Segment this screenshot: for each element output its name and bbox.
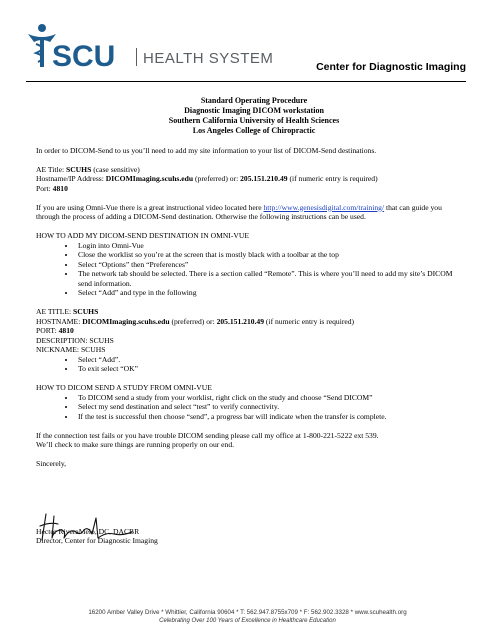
howto-send-list (36, 393, 466, 422)
add-steps-list (36, 355, 466, 374)
training-video-link[interactable]: http://www.genesisdigital.com/training/ (263, 202, 385, 212)
header-rule (26, 81, 466, 82)
video-paragraph: If you are using Omni-Vue there is a great instructional video located here http://www.genesisdigital.com/training/ that can guide you through the process of adding a DICOM-Send destination. Otherwise the following instructions can be used. (36, 202, 442, 221)
ae-settings-block: AE TITLE: SCUHS HOSTNAME: DICOMImaging.scuhs.edu (preferred) or: 205.151.210.49 (if numeric entry is required) PORT: 4810 DESCRIPTION: SCUHS NICKNAME: SCUHS • Select “Add”. • To exit select “OK” (36, 307, 466, 374)
list-item: • To DICOM send a study from your worklist, right click on the study and choose “Send DICOM” (76, 393, 466, 403)
handwritten-signature (36, 510, 136, 546)
closing-line: We’ll check to make sure things are running properly on our end. (36, 440, 235, 449)
intro-paragraph: In order to DICOM-Send to us you’ll need to add my site information to your list of DICOM-Send destinations. (36, 145, 377, 155)
closing-line: If the connection test fails or you have trouble DICOM sending please call my office at 1-800-221-5222 ext 539. (36, 430, 379, 440)
list-item: • Select my send destination and select “test” to verify connectivity. (76, 402, 466, 412)
brand-name: HEALTH SYSTEM (136, 48, 273, 67)
document-body (36, 96, 466, 546)
list-item: • Select “Add”. (76, 355, 466, 365)
ip-value: 205.151.210.49 (240, 174, 288, 183)
title-line: Southern California University of Health Sciences (168, 116, 340, 125)
signer-name: Hector RiveraMelo, DC, DACBR (36, 526, 140, 536)
footer (0, 608, 495, 626)
title-line: Los Angeles College of Chiropractic (192, 126, 316, 135)
signer-role: Director, Center for Diagnostic Imaging (36, 536, 158, 545)
port-value: 4810 (52, 183, 68, 193)
sincerely: Sincerely, (36, 459, 67, 468)
letterhead (26, 20, 466, 80)
title-line: Standard Operating Procedure (200, 96, 308, 105)
list-item: • Select “Options” then “Preferences” (76, 260, 466, 270)
howto-add-list (36, 241, 466, 298)
hostname-value: DICOMImaging.scuhs.edu (105, 174, 194, 183)
list-item: • The network tab should be selected. There is a section called “Remote”. This is where you’ll need to add my site’s DICOM send information. (76, 269, 466, 288)
ae-title-value: SCUHS (65, 164, 92, 174)
howto-add-heading: HOW TO ADD MY DICOM-SEND DESTINATION IN OMNI-VUE (36, 231, 249, 240)
footer-address: 16200 Amber Valley Drive * Whittier, California 90604 * T: 562.947.8755x709 * F: 562.902.3328 * www.scuhealth.org (88, 609, 407, 616)
ae-info-block: AE Title: SCUHS (case sensitive) Hostname/IP Address: DICOMImaging.scuhs.edu (preferred) or: 205.151.210.49 (if numeric entry is required) Port: 4810 (36, 164, 378, 193)
logo-text: SCU (52, 40, 116, 73)
title-line: Diagnostic Imaging DICOM workstation (184, 106, 324, 115)
list-item: • To exit select “OK” (76, 364, 466, 374)
howto-send-heading: HOW TO DICOM SEND A STUDY FROM OMNI-VUE (36, 383, 212, 392)
list-item: • Login into Omni-Vue (76, 241, 466, 251)
footer-tagline: Celebrating Over 100 Years of Excellence in Healthcare Education (159, 618, 336, 624)
list-item: • Select “Add” and type in the following (76, 288, 466, 298)
scu-logo (26, 20, 124, 78)
sop-title (42, 96, 466, 136)
center-title: Center for Diagnostic Imaging (316, 61, 466, 73)
list-item: • If the test is successful then choose “send”, a progress bar will indicate when the transfer is complete. (76, 412, 466, 422)
list-item: • Close the worklist so you’re at the screen that is mostly black with a toolbar at the top (76, 250, 466, 260)
